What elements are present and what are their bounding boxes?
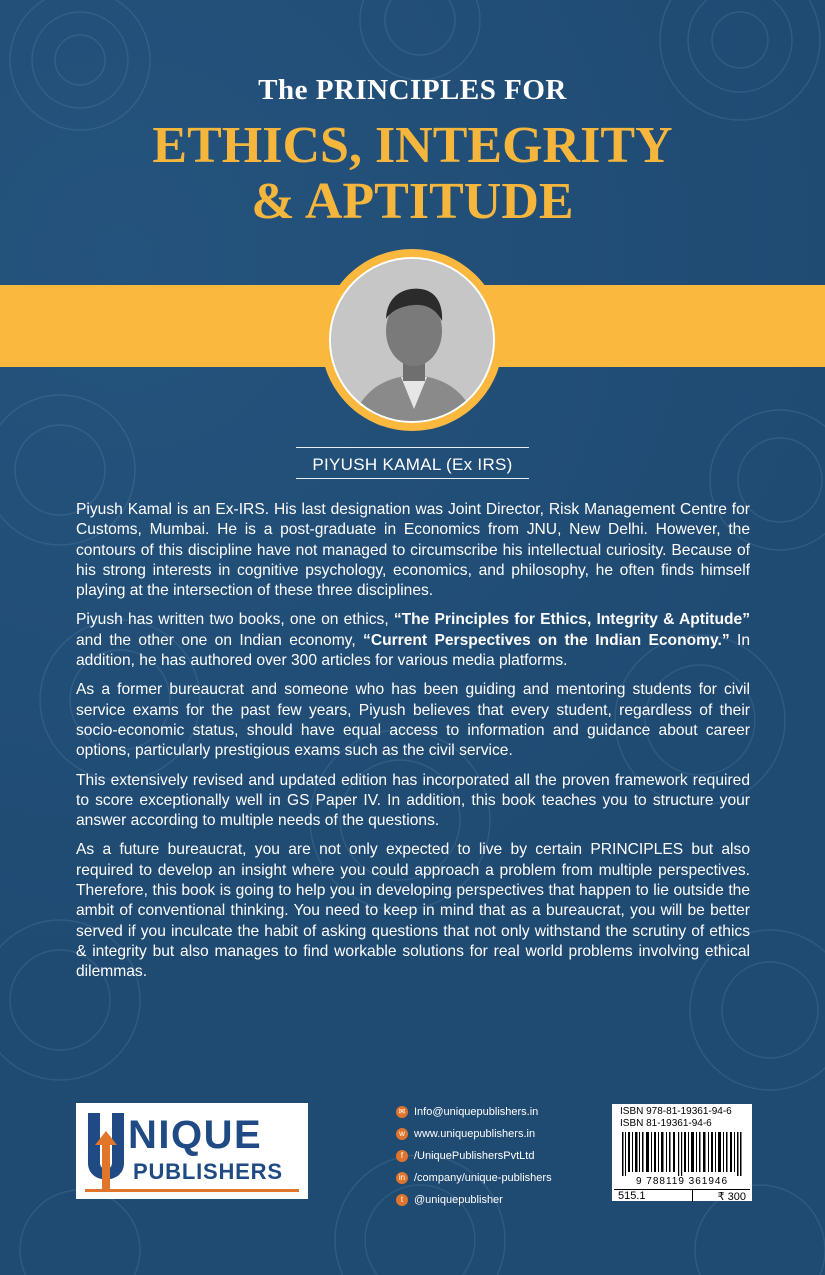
book-title-economy: “Current Perspectives on the Indian Economy.” <box>363 631 730 649</box>
isbn-13: ISBN 978-81-19361-94-6 <box>620 1106 732 1117</box>
book-title-ethics: “The Principles for Ethics, Integrity & Aptitude” <box>393 611 750 629</box>
author-photo <box>329 257 495 423</box>
contact-text: @uniquepublisher <box>414 1194 503 1206</box>
bio-paragraph: As a future bureaucrat, you are not only expected to live by certain PRINCIPLES but also required to develop an insight where you could approach a problem from multiple perspectives. Therefore, this book is going to help you in developing perspectives that happen to lie outside the ambit of conventional thinking. You need to keep in mind that as a bureaucrat, you will be better served if you inculcate the habit of asking questions that not only withstand the scrutiny of ethics & integrity but also manages to find workable solutions for real world problems involving ethical dilemmas. <box>76 841 750 981</box>
publisher-name-word1: NIQUE <box>128 1113 263 1157</box>
title-line-2: & APTITUDE <box>251 173 574 230</box>
bio-text: and the other one on Indian economy, <box>76 631 364 649</box>
bio-paragraph-books <box>76 610 750 671</box>
email-icon: ✉ <box>396 1106 408 1118</box>
catalog-code: 515.1 <box>618 1190 646 1202</box>
title-prefix: The PRINCIPLES FOR <box>258 74 567 106</box>
publisher-name-word2: PUBLISHERS <box>133 1159 283 1184</box>
bio-paragraph: Piyush Kamal is an Ex-IRS. His last designation was Joint Director, Risk Management Centre for Customs, Mumbai. He is a post-graduate in Economics from JNU, New Delhi. However, the contours of this discipline have not managed to circumscribe his intellectual curiosity. Because of his strong interests in cognitive psychology, economics, and philosophy, he often finds himself playing at the intersection of these three disciplines. <box>76 501 750 600</box>
author-bio <box>76 500 750 992</box>
contact-text: /company/unique-publishers <box>414 1172 552 1184</box>
bio-paragraph: As a former bureaucrat and someone who has been guiding and mentoring students for civil service exams for the past few years, Piyush believes that every student, regardless of their socio-economic status, should have equal access to information and guidance about career options, particularly prestigious exams such as the civil service. <box>76 681 750 760</box>
price-divider <box>692 1190 693 1202</box>
barcode <box>620 1132 744 1176</box>
contact-email[interactable] <box>396 1104 596 1125</box>
isbn-10: ISBN 81-19361-94-6 <box>620 1118 712 1129</box>
contact-twitter[interactable] <box>396 1192 596 1213</box>
bio-paragraph: This extensively revised and updated edition has incorporated all the proven framework required to score exceptionally well in GS Paper IV. In addition, this book teaches you to structure your answer according to multiple needs of the questions. <box>76 771 750 830</box>
title-line-1: ETHICS, INTEGRITY <box>152 117 673 174</box>
publisher-logo-underline <box>85 1189 299 1192</box>
bio-text: Piyush has written two books, one on ethics, <box>76 611 394 629</box>
contact-linkedin[interactable] <box>396 1170 596 1191</box>
facebook-icon: f <box>396 1150 408 1162</box>
twitter-icon: t <box>396 1194 408 1206</box>
web-icon: w <box>396 1128 408 1140</box>
contact-facebook[interactable] <box>396 1148 596 1169</box>
price: ₹ 300 <box>717 1191 746 1203</box>
publisher-logo <box>76 1103 308 1199</box>
isbn-barcode-box <box>612 1104 752 1201</box>
contact-text: Info@uniquepublishers.in <box>414 1106 539 1118</box>
barcode-digits: 9 788119 361946 <box>635 1176 729 1187</box>
publisher-u-arrow-icon <box>85 1111 127 1193</box>
price-row <box>614 1189 750 1202</box>
bio-text: In addition, he has authored over 300 articles for various media platforms. <box>76 631 750 670</box>
contact-text: /UniquePublishersPvtLtd <box>414 1150 535 1162</box>
publisher-contacts <box>396 1104 596 1214</box>
contact-website[interactable] <box>396 1126 596 1147</box>
author-name: PIYUSH KAMAL (Ex IRS) <box>312 455 513 474</box>
contact-text: www.uniquepublishers.in <box>414 1128 536 1140</box>
linkedin-icon: in <box>396 1172 408 1184</box>
